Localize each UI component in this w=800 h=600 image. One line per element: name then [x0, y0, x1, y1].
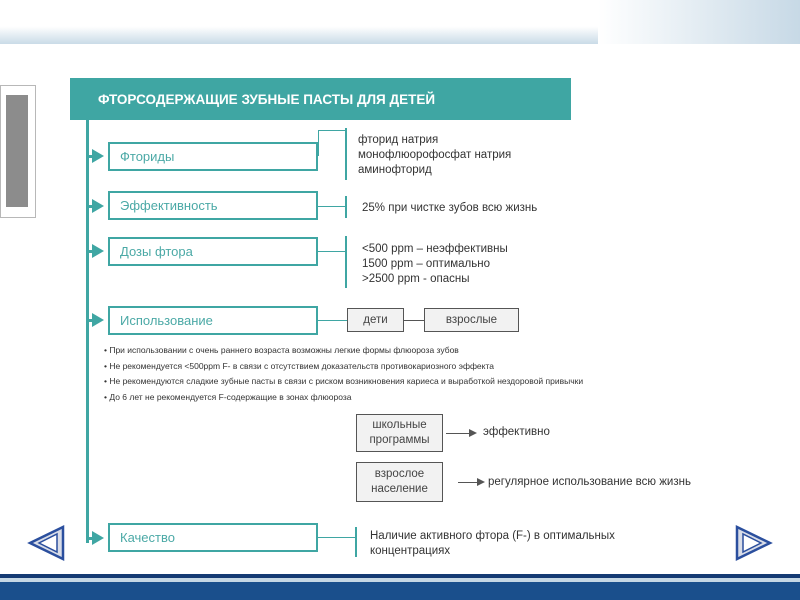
left-decoration-block [6, 95, 28, 207]
school-programs-line: программы [369, 434, 430, 446]
category-doses [108, 237, 318, 266]
adult-population-box [356, 462, 443, 502]
children-label: дети [363, 314, 388, 326]
adult-population-line: население [371, 483, 428, 495]
dose-item: 1500 ppm – оптимально [362, 258, 490, 270]
adult-arrow-line [458, 482, 478, 483]
bottom-band-dark [0, 582, 800, 600]
category-quality-label: Качество [120, 530, 175, 545]
branch-arrow-icon [92, 244, 104, 258]
arrow-right-icon [469, 429, 477, 437]
fluoride-item: аминофторид [358, 164, 432, 176]
category-fluorides [108, 142, 318, 171]
category-doses-label: Дозы фтора [120, 244, 193, 259]
school-result: эффективно [483, 426, 550, 438]
connector-efficiency [318, 206, 346, 207]
category-usage-label: Использование [120, 313, 213, 328]
fluoride-item: монофлюорофосфат натрия [358, 149, 512, 161]
usage-note: • Не рекомендуются сладкие зубные пасты в связи с риском возникновения кариеса и выработкой нездоровой привычки [104, 374, 744, 390]
forward-arrow-icon[interactable] [735, 524, 773, 562]
bracket-quality [355, 527, 357, 557]
quality-line: Наличие активного фтора (F-) в оптимальных [370, 530, 615, 542]
dose-item: >2500 ppm - опасны [362, 273, 470, 285]
category-quality [108, 523, 318, 552]
back-arrow-icon[interactable] [27, 524, 65, 562]
adult-population-line: взрослое [374, 468, 425, 480]
bracket-fluorides [345, 128, 347, 180]
dose-item: <500 ppm – неэффективны [362, 243, 508, 255]
branch-arrow-icon [92, 149, 104, 163]
adults-box [424, 308, 519, 332]
connector-doses [318, 251, 346, 252]
branch-arrow-icon [92, 313, 104, 327]
top-right-strip [598, 0, 800, 44]
branch-arrow-icon [92, 531, 104, 545]
school-programs-line: школьные [372, 419, 427, 431]
school-programs-box [356, 414, 443, 452]
adult-result: регулярное использование всю жизнь [488, 476, 691, 488]
arrow-right-icon [477, 478, 485, 486]
slide-title [70, 78, 571, 120]
connector-quality [318, 537, 356, 538]
doses-details [362, 242, 508, 287]
bottom-band-line [0, 574, 800, 578]
category-fluorides-label: Фториды [120, 149, 175, 164]
slide-title-text: ФТОРСОДЕРЖАЩИЕ ЗУБНЫЕ ПАСТЫ ДЛЯ ДЕТЕЙ [98, 91, 436, 107]
usage-note: • До 6 лет не рекомендуется F-содержащие в зонах флюороза [104, 390, 744, 406]
category-efficiency [108, 191, 318, 220]
quality-line: концентрациях [370, 545, 451, 557]
branch-arrow-icon [92, 199, 104, 213]
connector-fluorides [318, 130, 346, 156]
category-usage [108, 306, 318, 335]
school-arrow-line [446, 433, 470, 434]
bracket-doses [345, 236, 347, 288]
usage-note: • При использовании с очень раннего возраста возможны легкие формы флюороза зубов [104, 343, 744, 359]
children-box [347, 308, 404, 332]
bracket-efficiency [345, 196, 347, 218]
connector-usage [318, 320, 348, 321]
connector-children-adults [404, 320, 424, 321]
usage-notes [104, 343, 744, 405]
fluoride-item: фторид натрия [358, 134, 439, 146]
category-efficiency-label: Эффективность [120, 198, 218, 213]
efficiency-detail: 25% при чистке зубов всю жизнь [362, 202, 538, 214]
adults-label: взрослые [445, 314, 498, 326]
quality-details [370, 529, 615, 559]
usage-note: • Не рекомендуется <500ppm F- в связи с отсутствием доказательств противокариозного эффекта [104, 359, 744, 375]
tree-line [86, 120, 89, 543]
fluorides-details [358, 133, 511, 178]
